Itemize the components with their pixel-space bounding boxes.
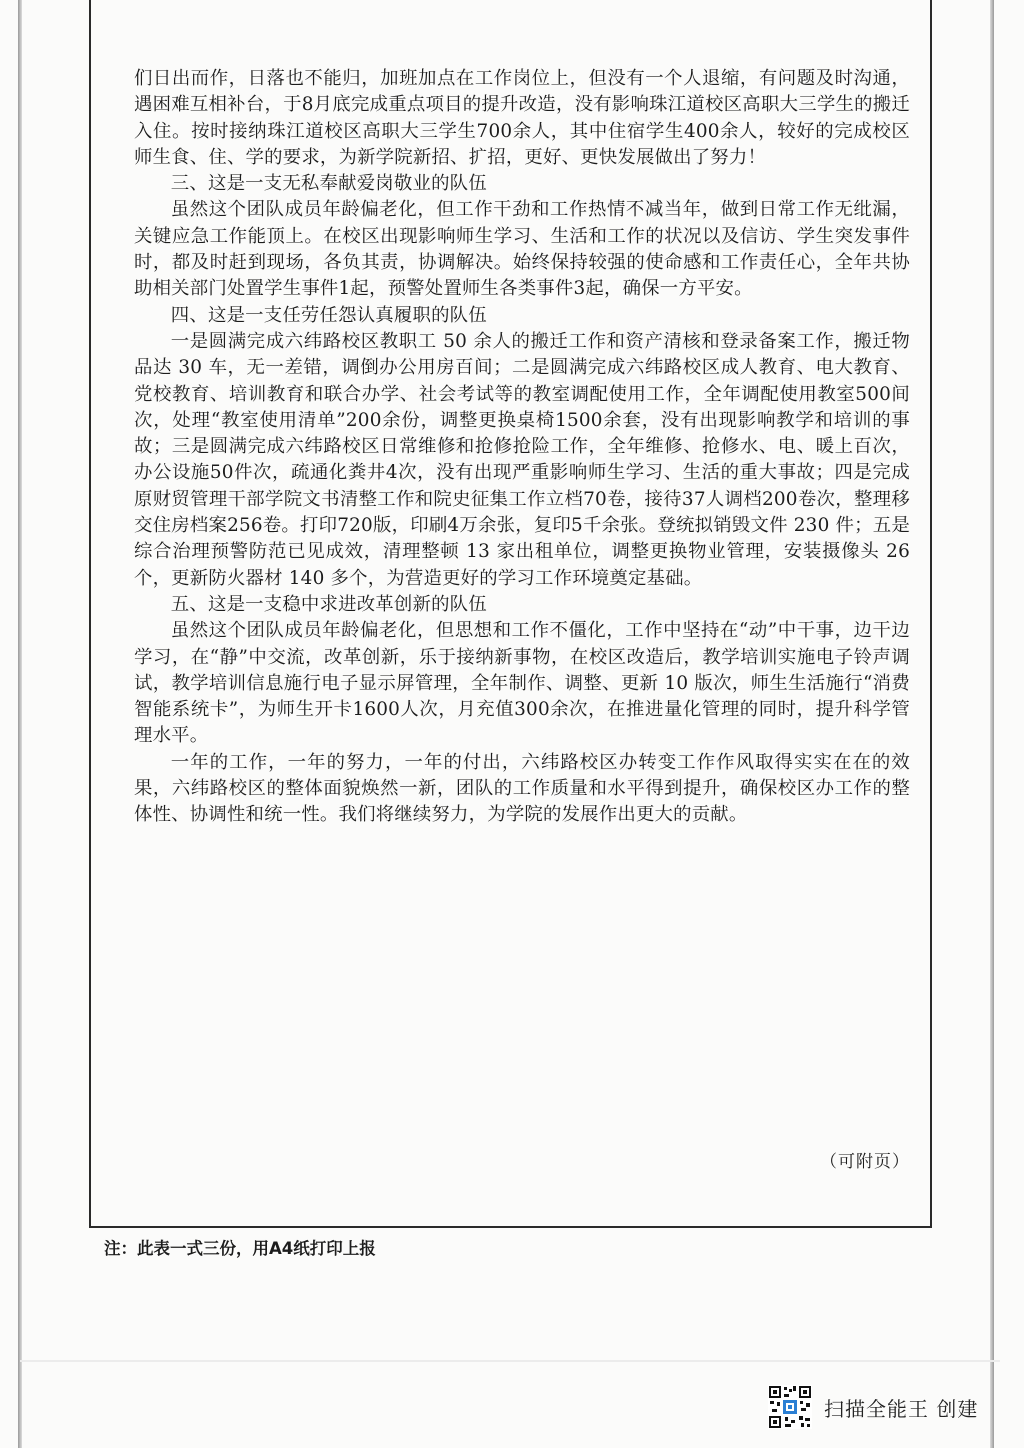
- scan-edge-left: [18, 0, 22, 1448]
- section-3-body: 虽然这个团队成员年龄偏老化，但工作干劲和工作热情不减当年，做到日常工作无纰漏，关键应急工作能顶上。在校区出现影响师生学习、生活和工作的状况以及信访、学生突发事件时，都及时赶到现场，各负其责，协调解决。始终保持较强的使命感和工作责任心，全年共协助相关部门处置学生事件1起，预警处置师生各类事件3起，确保一方平安。: [134, 199, 910, 300]
- section-3-heading: 三、这是一支无私奉献爱岗敬业的队伍: [170, 173, 487, 195]
- section-5-heading: 五、这是一支稳中求进改革创新的队伍: [170, 593, 487, 615]
- footer-note: 注：此表一式三份，用A4纸打印上报: [104, 1239, 376, 1258]
- scanner-watermark: [768, 1385, 978, 1429]
- scan-artifact-line: [20, 1360, 1000, 1362]
- qr-code-icon: [768, 1385, 812, 1429]
- scanner-label: 扫描全能王 创建: [824, 1396, 979, 1421]
- intro-paragraph: 们日出而作，日落也不能归，加班加点在工作岗位上，但没有一个人退缩，有问题及时沟通，遇困难互相补台，于8月底完成重点项目的提升改造，没有影响珠江道校区高职大三学生的搬迁入住。按时接纳珠江道校区高职大三学生700余人，其中住宿学生400余人，较好的完成校区师生食、住、学的要求，为新学院新招、扩招，更好、更快发展做出了努力！: [134, 68, 910, 168]
- section-4-body: 一是圆满完成六纬路校区教职工 50 余人的搬迁工作和资产清核和登录备案工作，搬迁物品达 30 车，无一差错，调倒办公用房百间；二是圆满完成六纬路校区成人教育、电大教育、党校教育、培训教育和联合办学、社会考试等的教室调配使用工作，全年调配使用教室500间次，处理“教室使用清单”200余份，调整更换桌椅1500余套，没有出现影响教学和培训的事故；三是圆满完成六纬路校区日常维修和抢修抢险工作，全年维修、抢修水、电、暖上百次，办公设施50件次，疏通化粪井4次，没有出现严重影响师生学习、生活的重大事故；四是完成原财贸管理干部学院文书清整工作和院史征集工作立档70卷，接待37人调档200卷次，整理移交住房档案256卷。打印720版，印刷4万余张，复印5千余张。登统拟销毁文件 230 件；五是综合治理预警防范已见成效，清理整顿 13 家出租单位，调整更换物业管理，安装摄像头 26 个，更新防火器材 140 多个，为营造更好的学习工作环境奠定基础。: [134, 330, 910, 589]
- section-4-heading: 四、这是一支任劳任怨认真履职的队伍: [170, 304, 487, 326]
- document-body: [134, 66, 910, 829]
- attachment-note: （可附页）: [820, 1152, 910, 1172]
- section-5-body: 虽然这个团队成员年龄偏老化，但思想和工作不僵化，工作中坚持在“动”中干事，边干边学习，在“静”中交流，改革创新，乐于接纳新事物，在校区改造后，教学培训实施电子铃声调试，教学培训信息施行电子显示屏管理，全年制作、调整、更新 10 版次，师生生活施行“消费智能系统卡”，为师生开卡1600人次，月充值300余次，在推进量化管理的同时，提升科学管理水平。: [134, 620, 910, 747]
- conclusion-paragraph: 一年的工作，一年的努力，一年的付出，六纬路校区办转变工作作风取得实实在在的效果，六纬路校区的整体面貌焕然一新，团队的工作质量和水平得到提升，确保校区办工作的整体性、协调性和统一性。我们将继续努力，为学院的发展作出更大的贡献。: [134, 751, 910, 826]
- scan-edge-right: [990, 0, 994, 1448]
